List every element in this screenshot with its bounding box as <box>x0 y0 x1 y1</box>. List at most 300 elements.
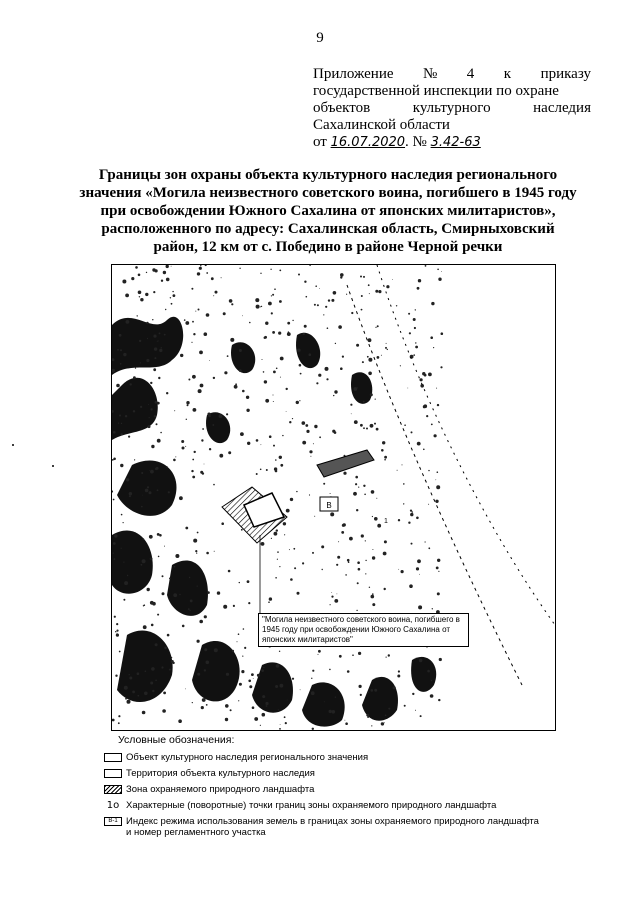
map-texture-dot <box>415 309 416 310</box>
map-texture-dot <box>397 470 398 471</box>
map-texture-dot <box>237 641 238 642</box>
map-texture-dot <box>279 651 280 652</box>
map-texture-dot <box>415 346 418 349</box>
map-texture-dot <box>431 680 433 682</box>
map-texture-dot <box>129 674 130 675</box>
map-texture-dot <box>356 344 359 347</box>
annex-line-1 <box>313 66 591 83</box>
map-texture-dot <box>256 439 259 442</box>
map-texture-dot <box>414 327 416 329</box>
map-texture-dot <box>123 599 125 601</box>
legend-text: Индекс режима использования земель в границах зоны охраняемого природного ландшафта и номер регламентного участка <box>126 816 539 838</box>
annex-word: к <box>503 66 512 82</box>
map-texture-dot <box>363 276 365 278</box>
map-texture-dot <box>322 569 323 570</box>
annex-number: 3.42-63 <box>430 135 481 150</box>
map-texture-dot <box>205 265 207 266</box>
map-texture-dot <box>262 713 266 717</box>
map-texture-dot <box>196 553 197 554</box>
map-texture-dot <box>260 273 261 274</box>
map-texture-dot <box>197 673 200 676</box>
point-symbol-icon: 1o <box>106 800 120 811</box>
legend-text: Объект культурного наследия регионального значения <box>126 752 369 763</box>
map-texture-dot <box>403 483 405 485</box>
map-texture-dot <box>116 630 118 632</box>
map-texture-dot <box>272 294 274 296</box>
map-texture-dot <box>345 574 347 576</box>
map-texture-dot <box>386 657 387 658</box>
map-texture-dot <box>377 524 381 528</box>
map-texture-dot <box>166 466 168 468</box>
map-texture-dot <box>329 669 331 671</box>
map-texture-dot <box>353 492 357 496</box>
legend-text: Зона охраняемого природного ландшафта <box>126 784 315 795</box>
legend-item <box>104 768 544 779</box>
map-texture-dot <box>356 509 358 511</box>
map-texture-dot <box>312 552 314 554</box>
map-texture-dot <box>239 268 240 269</box>
map-texture-dot <box>112 719 115 722</box>
map-texture-dot <box>253 678 254 679</box>
map-texture-dot <box>199 351 203 355</box>
map-texture-dot <box>271 312 273 314</box>
map-texture-dot <box>381 449 384 452</box>
map-texture-dot <box>331 596 333 598</box>
map-texture-dot <box>277 559 278 560</box>
map-texture-dot <box>355 476 358 479</box>
map-texture-dot <box>154 347 157 350</box>
map-texture-dot <box>219 414 223 418</box>
annex-line-4: Сахалинской области <box>313 117 450 133</box>
map-texture-dot <box>113 431 116 434</box>
map-texture-dot <box>316 382 318 384</box>
map-texture-dot <box>393 686 396 689</box>
map-texture-dot <box>209 448 211 450</box>
map-texture-dot <box>113 458 116 461</box>
map-texture-dot <box>345 722 348 725</box>
map-texture-dot <box>358 487 359 488</box>
map-texture-dot <box>200 384 204 388</box>
map-texture-dot <box>118 715 120 717</box>
map-texture-dot <box>300 689 301 690</box>
map-texture-dot <box>372 516 373 517</box>
map-texture-dot <box>260 469 262 471</box>
map-texture-dot <box>206 661 210 665</box>
map-texture-dot <box>358 568 361 571</box>
map-texture-dot <box>157 489 159 491</box>
map-texture-dot <box>278 709 279 710</box>
map-texture-dot <box>294 567 296 569</box>
map-texture-dot <box>171 266 172 267</box>
map-texture-dot <box>241 529 243 531</box>
map-texture-dot <box>125 294 129 298</box>
map-texture-dot <box>310 456 311 457</box>
map-texture-dot <box>121 548 122 549</box>
map-texture-dot <box>333 291 337 295</box>
map-texture-dot <box>312 670 314 672</box>
map-texture-dot <box>374 423 376 425</box>
map-texture-dot <box>142 559 146 563</box>
map-texture-dot <box>432 662 433 663</box>
map-texture-dot <box>256 473 258 475</box>
map-texture-dot <box>365 573 366 574</box>
map-texture-dot <box>121 423 122 424</box>
map-texture-dot <box>256 305 260 309</box>
map-texture-dot <box>116 623 118 625</box>
map-texture-dot <box>163 271 166 274</box>
map-texture-dot <box>117 349 119 351</box>
annex-line-3 <box>313 100 591 117</box>
map-texture-dot <box>114 534 117 537</box>
map-texture-dot <box>428 547 430 549</box>
map-texture-dot <box>262 695 265 698</box>
map-texture-dot <box>305 424 308 427</box>
map-texture-dot <box>282 435 283 436</box>
map-texture-dot <box>411 543 413 545</box>
map-texture-dot <box>368 284 370 286</box>
map-texture-dot <box>122 280 126 284</box>
map-texture-dot <box>271 538 272 539</box>
map-texture-dot <box>366 714 369 717</box>
annex-number-prefix: . № <box>405 134 427 150</box>
map-texture-dot <box>328 299 330 301</box>
map-texture-dot <box>335 343 336 344</box>
map-texture-dot <box>185 446 186 447</box>
map-texture-dot <box>438 699 440 701</box>
map-texture-dot <box>165 309 166 310</box>
map-texture-dot <box>159 333 161 335</box>
map-texture-dot <box>157 533 160 536</box>
map-texture-dot <box>230 709 232 711</box>
map-texture-dot <box>264 336 267 339</box>
map-texture-dot <box>340 273 344 277</box>
map-texture-dot <box>265 702 268 705</box>
map-texture-dot <box>124 686 128 690</box>
map-texture-dot <box>273 401 274 402</box>
map-texture-dot <box>410 510 412 512</box>
map-texture-dot <box>377 325 379 327</box>
document-title: Границы зон охраны объекта культурного наследия регионального значения «Могила неизвестного советского воина, погибшего в 1945 году при освобождении Южного Сахалина от японских милитаристов», расположенного по адресу: Сахалинская область, Смирныховский район, 12 км от с. Победино в районе Черной речки <box>79 167 577 255</box>
map-texture-dot <box>278 332 281 335</box>
map-texture-dot <box>420 715 422 717</box>
map-texture-dot <box>277 551 279 553</box>
map-texture-dot <box>275 459 277 461</box>
map-texture-dot <box>323 483 325 485</box>
map-texture-dot <box>330 604 331 605</box>
map-texture-dot <box>123 562 124 563</box>
annex-header <box>313 66 591 151</box>
map-texture-dot <box>315 285 317 287</box>
map-texture-dot <box>119 651 121 653</box>
map-texture-dot <box>326 378 328 380</box>
map-texture-dot <box>319 288 320 289</box>
map-legend <box>104 734 544 843</box>
map-texture-dot <box>412 693 414 695</box>
map-texture-dot <box>213 295 214 296</box>
map-texture-dot <box>439 658 442 661</box>
map-texture-dot <box>284 716 286 718</box>
map-texture-dot <box>319 436 321 438</box>
map-texture-dot <box>142 711 146 715</box>
map-texture-dot <box>153 368 156 371</box>
map-texture-dot <box>185 689 186 690</box>
map-texture-dot <box>150 601 154 605</box>
map-texture-dot <box>164 546 165 547</box>
map-texture-dot <box>120 363 122 365</box>
map-texture-dot <box>386 285 389 288</box>
map-texture-dot <box>377 356 380 359</box>
map-texture-dot <box>360 694 362 696</box>
map-texture-dot <box>325 367 329 371</box>
map-texture-dot <box>192 321 194 323</box>
map-texture-dot <box>180 354 183 357</box>
map-image <box>112 265 555 730</box>
map-texture-dot <box>304 281 306 283</box>
map-texture-dot <box>155 680 157 682</box>
map-texture-dot <box>179 594 180 595</box>
map-texture-dot <box>197 586 198 587</box>
map-texture-dot <box>142 538 144 540</box>
outline-symbol-icon <box>104 769 122 778</box>
map-texture-dot <box>150 382 152 384</box>
map-texture-dot <box>149 491 152 494</box>
map-texture-dot <box>372 593 374 595</box>
map-texture-dot <box>360 424 363 427</box>
map-texture-dot <box>161 666 163 668</box>
map-texture-dot <box>193 333 195 335</box>
map-texture-dot <box>184 319 186 321</box>
map-texture-dot <box>138 291 142 295</box>
map-texture-dot <box>437 269 439 271</box>
map-texture-dot <box>207 591 210 594</box>
map-texture-dot <box>248 680 251 683</box>
map-texture-dot <box>436 485 440 489</box>
map-texture-dot <box>174 410 175 411</box>
map-texture-dot <box>425 265 427 267</box>
map-texture-dot <box>115 675 117 677</box>
map-texture-dot <box>157 439 161 443</box>
map-texture-dot <box>173 294 176 297</box>
map-texture-dot <box>199 620 203 624</box>
map-texture-dot <box>194 451 196 453</box>
map-texture-dot <box>135 266 138 269</box>
map-texture-dot <box>404 705 406 707</box>
legend-item <box>104 784 544 795</box>
map-texture-dot <box>279 270 281 272</box>
map-texture-dot <box>437 404 439 406</box>
map-texture-dot <box>358 652 361 655</box>
map-texture-dot <box>402 464 403 465</box>
map-texture-dot <box>188 379 190 381</box>
map-texture-dot <box>299 364 302 367</box>
map-texture-dot <box>306 296 308 298</box>
map-texture-dot <box>239 683 242 686</box>
map-texture-dot <box>162 575 164 577</box>
map-texture-dot <box>403 503 404 504</box>
map-texture-dot <box>150 557 153 560</box>
map-texture-dot <box>370 393 373 396</box>
map-texture-dot <box>428 504 429 505</box>
map-texture-dot <box>239 349 242 352</box>
map-texture-dot <box>118 423 119 424</box>
map-texture-dot <box>240 432 244 436</box>
map-texture-dot <box>340 276 342 278</box>
map-texture-dot <box>286 509 290 513</box>
map-texture-dot <box>302 562 304 564</box>
map-texture-dot <box>156 423 158 425</box>
map-texture-dot <box>313 443 314 444</box>
map-texture-dot <box>169 578 171 580</box>
map-texture-dot <box>371 595 375 599</box>
map-texture-dot <box>116 384 120 388</box>
map-texture-dot <box>427 670 430 673</box>
map-texture-dot <box>138 695 140 697</box>
map-texture-dot <box>437 559 440 562</box>
map-texture-dot <box>139 340 141 342</box>
map-texture-dot <box>289 421 291 423</box>
map-texture-dot <box>276 529 278 531</box>
map-texture-dot <box>280 464 283 467</box>
map-texture-dot <box>428 470 429 471</box>
map-texture-dot <box>171 660 174 663</box>
map-texture-dot <box>361 309 363 311</box>
map-texture-dot <box>438 278 441 281</box>
map-texture-dot <box>251 673 254 676</box>
map-texture-dot <box>338 541 339 542</box>
map-texture-dot <box>287 332 291 336</box>
map-texture-dot <box>436 388 437 389</box>
map-texture-dot <box>225 704 229 708</box>
map-texture-dot <box>297 349 300 352</box>
map-texture-dot <box>387 349 388 350</box>
map-texture-dot <box>193 539 197 543</box>
map-texture-dot <box>204 464 205 465</box>
map-texture-dot <box>299 400 300 401</box>
map-texture-dot <box>372 603 375 606</box>
map-texture-dot <box>164 334 166 336</box>
map-texture-dot <box>343 472 346 475</box>
map-texture-dot <box>191 342 192 343</box>
map-texture-dot <box>327 327 329 329</box>
map-texture-dot <box>431 424 433 426</box>
scan-artifact <box>12 444 14 446</box>
map-texture-dot <box>317 304 319 306</box>
map-texture-dot <box>187 404 189 406</box>
map-texture-dot <box>325 306 327 308</box>
map-texture-dot <box>227 355 229 357</box>
map-texture-dot <box>438 571 439 572</box>
map-texture-dot <box>204 332 208 336</box>
map-texture-dot <box>157 614 159 616</box>
map-texture-dot <box>348 561 350 563</box>
map-texture-dot <box>140 406 142 408</box>
map-texture-dot <box>304 325 307 328</box>
annex-date: 16.07.2020 <box>330 135 406 150</box>
map-texture-dot <box>321 545 324 548</box>
map-texture-dot <box>249 685 252 688</box>
map-texture-dot <box>192 702 193 703</box>
map-texture-dot <box>423 405 426 408</box>
map-texture-dot <box>366 428 368 430</box>
map-texture-dot <box>298 274 300 276</box>
map-texture-dot <box>265 322 268 325</box>
map-texture-dot <box>300 373 302 375</box>
map-texture-dot <box>160 432 162 434</box>
map-texture-dot <box>230 338 234 342</box>
map-texture-dot <box>121 433 123 435</box>
map-texture-dot <box>244 647 246 649</box>
map-texture-dot <box>234 385 238 389</box>
map-texture-dot <box>137 315 138 316</box>
map-texture-dot <box>113 553 114 554</box>
map-texture-dot <box>209 360 210 361</box>
map-texture-dot <box>192 375 196 379</box>
map-texture-dot <box>355 483 357 485</box>
map-texture-dot <box>179 496 183 500</box>
map-texture-dot <box>368 692 369 693</box>
map-texture-dot <box>141 506 143 508</box>
map-texture-dot <box>401 570 404 573</box>
map-texture-dot <box>280 724 281 725</box>
map-texture-dot <box>224 371 227 374</box>
map-texture-dot <box>376 498 377 499</box>
map-texture-dot <box>241 670 244 673</box>
map-texture-dot <box>225 718 228 721</box>
map-texture-dot <box>345 720 346 721</box>
map-texture-dot <box>371 725 372 726</box>
map-texture-dot <box>246 409 249 412</box>
map-texture-dot <box>279 566 280 567</box>
map-texture-dot <box>154 357 156 359</box>
map-texture-dot <box>368 372 372 376</box>
map-texture-dot <box>273 445 275 447</box>
map-texture-dot <box>400 365 401 366</box>
map-texture-dot <box>398 569 399 570</box>
map-texture-dot <box>255 298 259 302</box>
map-texture-dot <box>273 371 276 374</box>
map-texture-dot <box>242 390 245 393</box>
map-texture-dot <box>309 265 310 266</box>
map-texture-dot <box>124 581 128 585</box>
map-texture-dot <box>347 670 350 673</box>
map-texture-dot <box>249 322 251 324</box>
map-texture-dot <box>191 288 193 290</box>
map-texture-dot <box>119 415 121 417</box>
map-texture-dot <box>151 445 154 448</box>
map-texture-dot <box>200 471 203 474</box>
map-texture-dot <box>213 484 215 486</box>
map-texture-dot <box>171 657 173 659</box>
map-texture-dot <box>284 534 285 535</box>
map-texture-dot <box>141 472 143 474</box>
map-texture-dot <box>123 353 126 356</box>
map-texture-dot <box>265 399 269 403</box>
map-texture-dot <box>153 291 155 293</box>
map-texture-dot <box>261 542 265 546</box>
map-texture-dot <box>242 656 243 657</box>
map-texture-dot <box>378 290 381 293</box>
map-texture-dot <box>191 470 193 472</box>
map-texture-dot <box>127 575 128 576</box>
map-texture-dot <box>275 577 277 579</box>
map-texture-dot <box>120 349 122 351</box>
map-texture-dot <box>145 489 149 493</box>
map-texture-dot <box>286 411 287 412</box>
map-texture-dot <box>206 704 208 706</box>
map-texture-dot <box>384 722 385 723</box>
map-texture-dot <box>223 312 226 315</box>
map-texture-dot <box>365 560 366 561</box>
